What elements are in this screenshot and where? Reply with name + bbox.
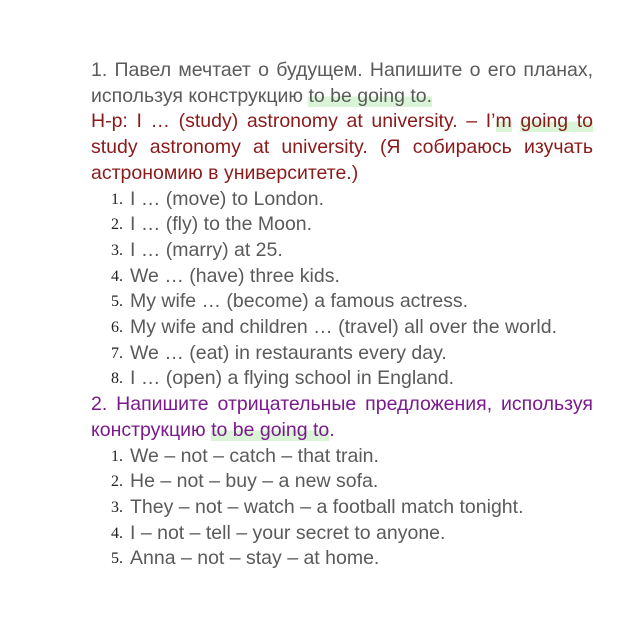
item-text: He – not – buy – a new sofa. [130,470,379,493]
list-item [91,315,593,341]
item-number: 3. [111,241,123,259]
item-text: Anna – not – stay – at home. [130,547,380,570]
item-number: 8. [111,370,123,388]
item-number: 1. [111,447,123,465]
item-number: 2. [111,216,123,234]
list-item [91,469,593,495]
task1-list [91,187,593,393]
list-item [91,495,593,521]
task1-example-highlight-going-to: going to [520,110,593,133]
item-number: 6. [111,319,123,337]
list-item [91,264,593,290]
item-number: 7. [111,344,123,362]
task2-instruction-period: . [329,418,335,441]
list-item [91,341,593,367]
list-item [91,521,593,547]
task2-construction-highlight: to be going to [211,418,330,441]
item-number: 4. [111,524,123,542]
task1-construction-highlight: to be going to. [308,84,433,107]
task1-example-text: Н-р: I … (study) astronomy at university. – I’ [91,110,496,133]
worksheet-content [91,58,593,572]
item-text: My wife and children … (travel) all over the world. [130,316,557,339]
item-text: I … (open) a flying school in England. [130,367,455,390]
list-item [91,238,593,264]
list-item [91,212,593,238]
item-number: 2. [111,473,123,491]
task1-example [91,109,593,186]
item-number: 5. [111,550,123,568]
task1-instruction [91,58,593,109]
item-text: I … (fly) to the Moon. [130,213,313,236]
task2-list [91,444,593,573]
item-text: We … (have) three kids. [130,264,340,287]
task2-instruction-text: 2. Напишите отрицательные предложения, используя конструкцию [91,393,593,441]
item-number: 1. [111,190,123,208]
list-item [91,289,593,315]
task2-instruction [91,392,593,443]
item-number: 3. [111,498,123,516]
item-text: They – not – watch – a football match tonight. [130,495,524,518]
item-text: I … (move) to London. [130,187,325,210]
task1-instruction-text: 1. Павел мечтает о будущем. Напишите о его планах, используя конструкцию [91,59,593,107]
item-number: 4. [111,267,123,285]
item-text: We … (eat) in restaurants every day. [130,341,447,364]
list-item [91,444,593,470]
list-item [91,366,593,392]
item-text: I – not – tell – your secret to anyone. [130,521,446,544]
list-item [91,546,593,572]
task1-example-highlight-m: m [495,110,512,133]
list-item [91,187,593,213]
item-text: We – not – catch – that train. [130,444,379,467]
item-number: 5. [111,293,123,311]
item-text: My wife … (become) a famous actress. [130,290,469,313]
item-text: I … (marry) at 25. [130,238,283,261]
task1-example-rest: study astronomy at university. (Я собираюсь изучать астрономию в университете.) [91,136,593,184]
